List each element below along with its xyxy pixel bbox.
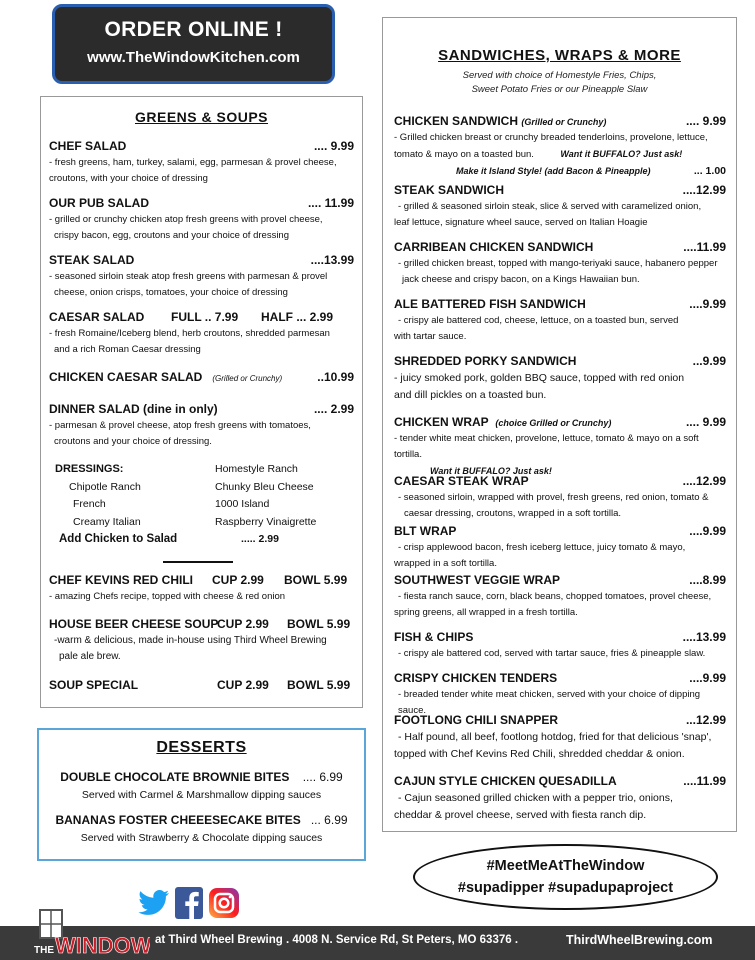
- item-price-bowl: BOWL 5.99: [287, 617, 351, 631]
- menu-item-chicken-sandwich: [394, 114, 726, 179]
- menu-item-cajun-quesadilla: [394, 774, 726, 824]
- item-name: CAESAR SALAD: [49, 310, 145, 324]
- order-online-banner: [52, 4, 335, 84]
- menu-item-chicken-caesar-salad: [49, 370, 354, 384]
- item-price: ....12.99: [682, 183, 726, 197]
- menu-item-fish-sandwich: [394, 297, 726, 345]
- item-price: ....8.99: [689, 573, 726, 587]
- item-description: Served with Carmel & Marshmallow dipping sauces: [81, 789, 322, 801]
- item-name: OUR PUB SALAD: [49, 196, 150, 210]
- item-note: (Grilled or Crunchy): [212, 374, 283, 383]
- item-name: SHREDDED PORKY SANDWICH: [394, 354, 577, 368]
- menu-item-caesar-steak-wrap: [394, 474, 726, 522]
- item-name: STEAK SALAD: [49, 253, 135, 267]
- greens-soups-title: GREENS & SOUPS: [134, 109, 269, 125]
- add-chicken-price: ..... 2.99: [241, 533, 279, 545]
- logo-text-window: WINDOW: [55, 933, 150, 958]
- item-price: ....13.99: [310, 253, 354, 267]
- item-price: ....11.99: [683, 774, 726, 788]
- item-price-cup: CUP 2.99: [217, 678, 269, 692]
- item-price-bowl: BOWL 5.99: [284, 573, 348, 587]
- the-window-logo: [34, 908, 150, 958]
- item-description: - fresh Romaine/Iceberg blend, herb croutons, shredded parmesan and a rich Roman Caesar dressing: [49, 328, 330, 355]
- item-price: .... 6.99: [302, 770, 343, 784]
- item-name: CHICKEN CAESAR SALAD: [49, 370, 203, 384]
- item-price: ...12.99: [685, 713, 726, 727]
- section-divider: [163, 561, 233, 563]
- menu-item-chicken-wrap: [394, 415, 726, 479]
- item-description: Served with Strawberry & Chocolate dipping sauces: [80, 832, 323, 844]
- item-description: - crispy ale battered cod, served with tartar sauce, fries & pineapple slaw.: [398, 648, 706, 659]
- item-price: ....9.99: [689, 524, 726, 538]
- item-name: CHEF SALAD: [49, 139, 127, 153]
- menu-item-chef-salad: [49, 139, 354, 187]
- item-description: - amazing Chefs recipe, topped with cheese & red onion: [49, 591, 286, 602]
- item-name: SOUP SPECIAL: [49, 678, 139, 692]
- menu-item-soup-special: [49, 678, 354, 692]
- item-description: - seasoned sirloin, wrapped with provel, fresh greens, red onion, tomato & caesar dressing, croutons, wrapped in a soft tortilla.: [398, 492, 709, 519]
- item-description: - grilled & seasoned sirloin steak, slice & served with caramelized onion, leaf lettuce, signature wheel sauce, served on Italian Hoagie: [394, 201, 702, 228]
- item-price: ....9.99: [689, 297, 726, 311]
- item-price: .... 9.99: [685, 114, 726, 128]
- item-name: HOUSE BEER CHEESE SOUP: [49, 617, 219, 631]
- menu-item-pub-salad: [49, 196, 354, 244]
- item-price-bowl: BOWL 5.99: [287, 678, 351, 692]
- dressings-heading: DRESSINGS:: [55, 463, 124, 475]
- menu-item-chili-snapper: [394, 713, 726, 763]
- menu-item-blt-wrap: [394, 524, 726, 572]
- hashtags-oval: [413, 844, 718, 910]
- item-description: - juicy smoked pork, golden BBQ sauce, topped with red onion and dill pickles on a toasted bun.: [394, 372, 685, 401]
- greens-soups-panel: [40, 96, 363, 708]
- item-description: - fiesta ranch sauce, corn, black beans, chopped tomatoes, provel cheese, spring greens, all wrapped in a fresh tortilla.: [394, 591, 712, 618]
- logo-text-the: THE: [34, 945, 54, 956]
- item-name: ALE BATTERED FISH SANDWICH: [394, 297, 586, 311]
- item-price: ....9.99: [689, 671, 726, 685]
- item-name: BLT WRAP: [394, 524, 457, 538]
- menu-item-carribean-chicken-sandwich: [394, 240, 726, 288]
- item-name: CARRIBEAN CHICKEN SANDWICH: [394, 240, 594, 254]
- menu-item-southwest-veggie-wrap: [394, 573, 726, 621]
- sandwiches-panel: [382, 17, 737, 832]
- item-price-cup: CUP 2.99: [212, 573, 264, 587]
- item-price: ....11.99: [683, 240, 726, 254]
- item-name: CHICKEN WRAP: [394, 415, 489, 429]
- item-price: ... 6.99: [310, 813, 348, 827]
- menu-item-dinner-salad: [49, 402, 354, 450]
- item-description: -warm & delicious, made in-house using Third Wheel Brewing pale ale brew.: [54, 635, 327, 662]
- item-description: - Half pound, all beef, footlong hotdog, fried for that delicious 'snap', topped with Chef Kevins Red Chili, shredded cheddar & onion.: [394, 731, 712, 760]
- dessert-item-cheesecake-bites: [39, 813, 364, 844]
- item-price-half: HALF ... 2.99: [261, 310, 334, 324]
- item-price: ...9.99: [692, 354, 726, 368]
- dressing-option: Chipotle Ranch: [69, 480, 141, 493]
- item-name: CHICKEN SANDWICH: [394, 114, 518, 128]
- menu-item-chicken-tenders: [394, 671, 726, 719]
- hashtag-line: #MeetMeAtTheWindow: [486, 858, 645, 874]
- item-name: CHEF KEVINS RED CHILI: [49, 573, 194, 587]
- menu-item-red-chili: [49, 573, 354, 605]
- item-name: DOUBLE CHOCOLATE BROWNIE BITES: [60, 770, 290, 784]
- item-name: FISH & CHIPS: [394, 630, 474, 644]
- item-name: DINNER SALAD (dine in only): [49, 402, 218, 416]
- item-note: (choice Grilled or Crunchy): [495, 418, 612, 428]
- social-icons: [138, 887, 240, 919]
- item-extra-note: Want it BUFFALO? Just ask!: [560, 149, 683, 159]
- item-price-cup: CUP 2.99: [217, 617, 269, 631]
- item-description: - crisp applewood bacon, fresh iceberg lettuce, juicy tomato & mayo, wrapped in a soft tortilla.: [394, 542, 686, 569]
- order-online-url[interactable]: www.TheWindowKitchen.com: [87, 49, 300, 66]
- desserts-title: DESSERTS: [156, 739, 247, 756]
- menu-item-beer-cheese-soup: [49, 617, 354, 665]
- item-description: - grilled or crunchy chicken atop fresh greens with provel cheese, crispy bacon, egg, croutons and your choice of dressing: [49, 214, 323, 241]
- item-price: ....13.99: [682, 630, 726, 644]
- sandwiches-subtitle: Served with choice of Homestyle Fries, Chips, Sweet Potato Fries or our Pineapple Slaw: [462, 70, 657, 95]
- dessert-item-brownie-bites: [39, 770, 364, 801]
- instagram-icon[interactable]: [208, 887, 240, 919]
- item-extra-note: Want it BUFFALO? Just ask!: [430, 466, 552, 476]
- desserts-panel: [37, 728, 366, 861]
- dressing-option: Homestyle Ranch: [215, 463, 298, 475]
- item-description: - fresh greens, ham, turkey, salami, egg, parmesan & provel cheese, croutons, with your choice of dressing: [49, 157, 337, 184]
- item-description: - Grilled chicken breast or crunchy breaded tenderloins, provelone, lettuce, tomato & mayo on a toasted bun. Want it BUFFALO? Just ask! Make it Island Style! (add Bacon & Pineapple) ... 1.00: [394, 132, 726, 177]
- item-description: - parmesan & provel cheese, atop fresh greens with tomatoes, croutons and your choice of dressing.: [49, 420, 311, 447]
- item-price: .... 9.99: [313, 139, 354, 153]
- menu-item-caesar-salad: [49, 310, 354, 358]
- item-name: FOOTLONG CHILI SNAPPER: [394, 713, 559, 727]
- dressing-option: French: [73, 498, 106, 510]
- dressing-option: 1000 Island: [215, 498, 270, 510]
- item-description: - seasoned sirloin steak atop fresh greens with parmesan & provel cheese, onion crisps, tomatoes, your choice of dressing: [49, 271, 328, 298]
- item-price: ....12.99: [682, 474, 726, 488]
- item-name: CRISPY CHICKEN TENDERS: [394, 671, 558, 685]
- sandwiches-title: SANDWICHES, WRAPS & MORE: [438, 47, 681, 64]
- item-description: - breaded tender white meat chicken, served with your choice of dipping sauce.: [398, 689, 701, 716]
- menu-item-steak-sandwich: [394, 183, 726, 231]
- item-name: STEAK SANDWICH: [394, 183, 504, 197]
- item-description: - grilled chicken breast, topped with mango-teriyaki sauce, habanero pepper jack cheese and crispy bacon, on a Kings Hawaiian bun.: [398, 258, 718, 285]
- item-description: - Cajun seasoned grilled chicken with a pepper trio, onions, cheddar & provel cheese, served with fiesta ranch dip.: [394, 792, 673, 821]
- dressing-option: Creamy Italian: [73, 515, 141, 528]
- item-extra-note: Make it Island Style! (add Bacon & Pineapple): [456, 166, 651, 176]
- item-description: - tender white meat chicken, provelone, lettuce, tomato & mayo on a soft tortilla. Want it BUFFALO? Just ask!: [394, 431, 726, 479]
- menu-item-steak-salad: [49, 253, 354, 301]
- item-name: BANANAS FOSTER CHEEESECAKE BITES: [55, 813, 301, 827]
- item-name: SOUTHWEST VEGGIE WRAP: [394, 573, 561, 587]
- item-price: .... 2.99: [313, 402, 354, 416]
- footer-url[interactable]: ThirdWheelBrewing.com: [566, 933, 713, 947]
- facebook-icon[interactable]: [173, 887, 205, 919]
- menu-item-fish-chips: [394, 630, 726, 662]
- item-description: - crispy ale battered cod, cheese, lettuce, on a toasted bun, served with tartar sauce.: [394, 315, 679, 342]
- order-online-title: ORDER ONLINE !: [104, 18, 283, 41]
- item-price: ..10.99: [317, 370, 354, 384]
- hashtag-line: #supadipper #supadupaproject: [457, 880, 674, 896]
- item-name: CAESAR STEAK WRAP: [394, 474, 529, 488]
- dressing-option: Raspberry Vinaigrette: [215, 515, 317, 528]
- item-name: CAJUN STYLE CHICKEN QUESADILLA: [394, 774, 617, 788]
- menu-item-porky-sandwich: [394, 354, 726, 404]
- item-price: .... 9.99: [685, 415, 726, 429]
- dressing-option: Chunky Bleu Cheese: [215, 480, 314, 493]
- add-chicken-label: Add Chicken to Salad: [59, 533, 178, 545]
- item-price: .... 11.99: [307, 196, 354, 210]
- footer-address: at Third Wheel Brewing . 4008 N. Service Rd, St Peters, MO 63376 .: [155, 934, 519, 946]
- item-price-full: FULL .. 7.99: [171, 310, 239, 324]
- item-note: (Grilled or Crunchy): [521, 117, 607, 127]
- item-extra-price: ... 1.00: [693, 165, 726, 177]
